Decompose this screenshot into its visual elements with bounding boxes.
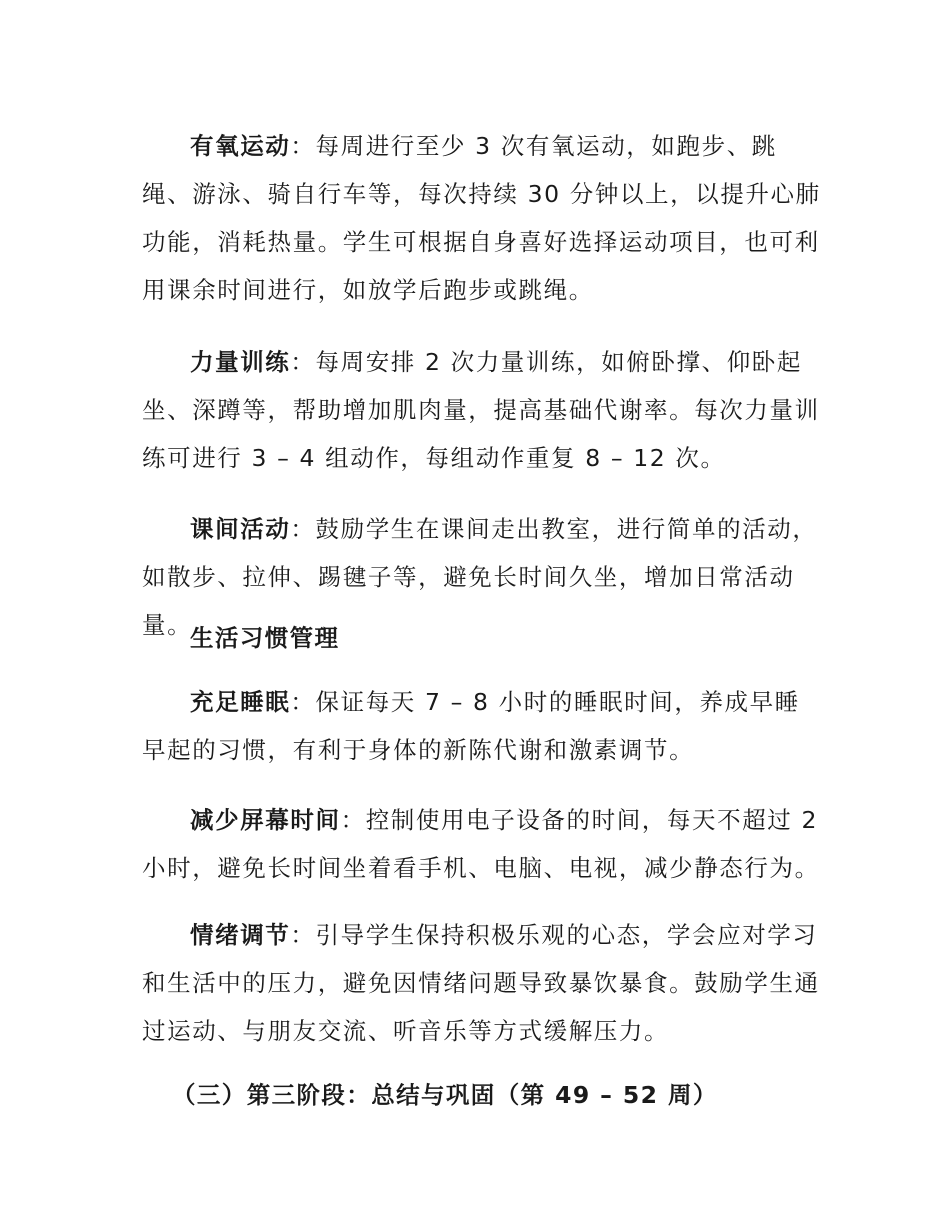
paragraph-strength-training bbox=[142, 338, 822, 482]
paragraph-lead: 充足睡眠 bbox=[190, 688, 291, 716]
paragraph-body: ：每周安排 2 次力量训练，如俯卧撑、仰卧起坐、深蹲等，帮助增加肌肉量，提高基础代谢率。每次力量训练可进行 3 – 4 组动作，每组动作重复 8 – 12 次。 bbox=[142, 348, 820, 472]
paragraph-lead: 力量训练 bbox=[190, 348, 291, 376]
paragraph-body: ：每周进行至少 3 次有氧运动，如跑步、跳绳、游泳、骑自行车等，每次持续 30 分钟以上，以提升心肺功能，消耗热量。学生可根据自身喜好选择运动项目，也可利用课余时间进行，如放学后跑步或跳绳。 bbox=[142, 132, 821, 304]
paragraph-lead: 有氧运动 bbox=[190, 132, 291, 160]
subheading-lifestyle: 生活习惯管理 bbox=[190, 624, 340, 652]
paragraph-sleep bbox=[142, 678, 822, 774]
paragraph-body: ：鼓励学生在课间走出教室，进行简单的活动，如散步、拉伸、踢毽子等，避免长时间久坐，增加日常活动量。 bbox=[142, 515, 818, 639]
paragraph-body: ：保证每天 7 – 8 小时的睡眠时间，养成早睡早起的习惯，有利于身体的新陈代谢和激素调节。 bbox=[142, 688, 800, 764]
section-title-phase-three: （三）第三阶段：总结与巩固（第 49 – 52 周） bbox=[172, 1081, 718, 1109]
paragraph-lead: 情绪调节 bbox=[190, 921, 291, 949]
paragraph-body: ：控制使用电子设备的时间，每天不超过 2 小时，避免长时间坐着看手机、电脑、电视，减少静态行为。 bbox=[142, 806, 820, 882]
paragraph-lead: 减少屏幕时间 bbox=[190, 806, 341, 834]
paragraph-body: ：引导学生保持积极乐观的心态，学会应对学习和生活中的压力，避免因情绪问题导致暴饮暴食。鼓励学生通过运动、与朋友交流、听音乐等方式缓解压力。 bbox=[142, 921, 820, 1045]
paragraph-aerobic-exercise bbox=[142, 122, 822, 314]
paragraph-emotion bbox=[142, 911, 822, 1055]
paragraph-screen-time bbox=[142, 796, 822, 892]
paragraph-lead: 课间活动 bbox=[190, 515, 291, 543]
